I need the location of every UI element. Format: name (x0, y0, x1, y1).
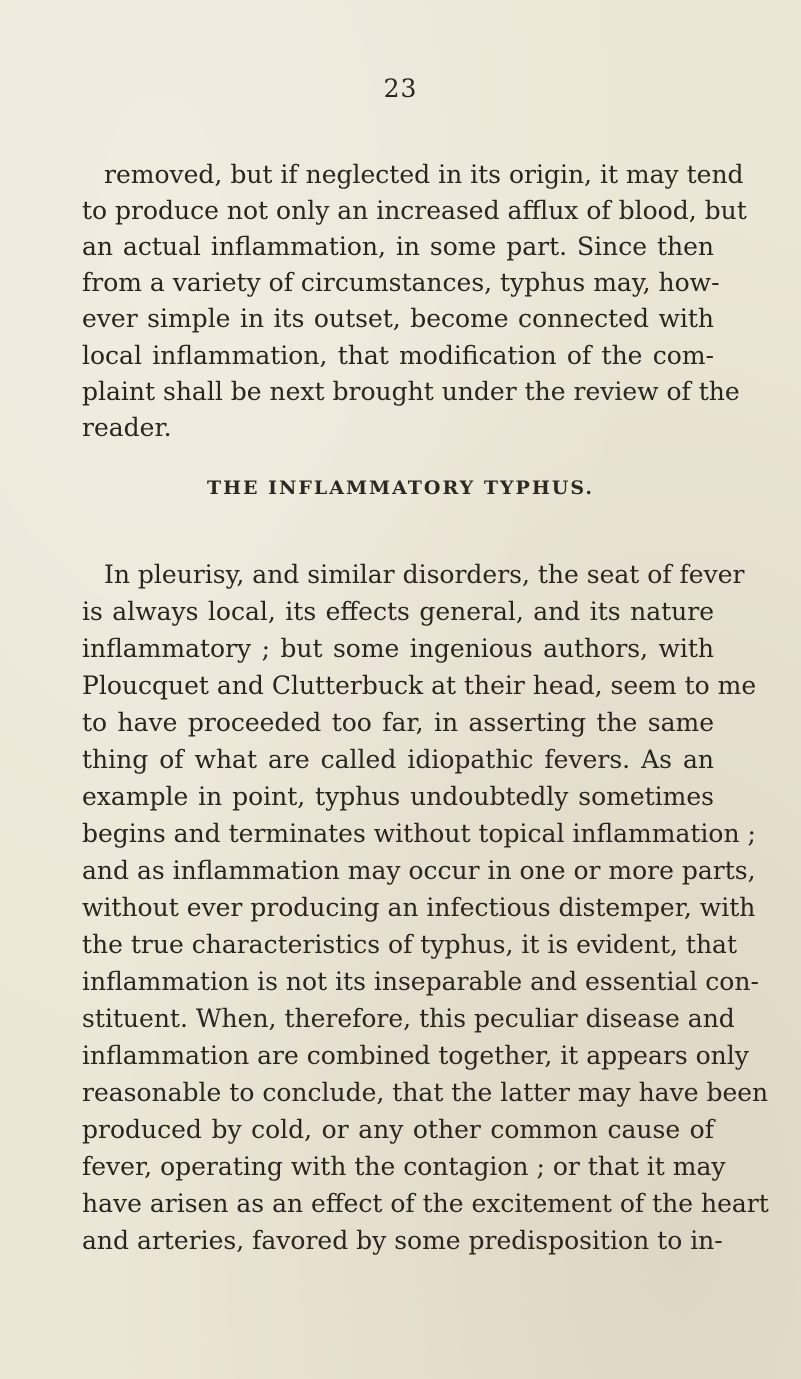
text-line: from a variety of circumstances, typhus may, how- (82, 268, 720, 297)
text-line: inflammation are combined together, it appears only (82, 1041, 749, 1070)
text-line: inflammation is not its inseparable and essential con- (82, 967, 759, 996)
text-line: to have proceeded too far, in asserting the same (82, 708, 714, 737)
text-line: stituent. When, therefore, this peculiar disease and (82, 1004, 735, 1033)
text-line: reasonable to conclude, that the latter may have been (82, 1078, 769, 1107)
text-line: inflammatory ; but some ingenious authors, with (82, 634, 714, 663)
text-line: and arteries, favored by some predisposition to in- (82, 1226, 723, 1255)
text-line: without ever producing an infectious distemper, with (82, 893, 756, 922)
text-line: removed, but if neglected in its origin, it may tend (104, 160, 744, 189)
text-line: local inflammation, that modification of the com- (82, 341, 714, 370)
text-line: Ploucquet and Clutterbuck at their head, seem to me (82, 671, 757, 700)
text-line: the true characteristics of typhus, it is evident, that (82, 930, 737, 959)
text-line: fever, operating with the contagion ; or that it may (82, 1152, 726, 1181)
text-line: have arisen as an effect of the excitement of the heart (82, 1189, 769, 1218)
text-line: begins and terminates without topical inflammation ; (82, 819, 756, 848)
text-line: ever simple in its outset, become connected with (82, 304, 714, 333)
text-line: plaint shall be next brought under the review of the (82, 377, 740, 406)
text-line: reader. (82, 413, 172, 442)
text-line: produced by cold, or any other common cause of (82, 1115, 714, 1144)
text-line: In pleurisy, and similar disorders, the seat of fever (104, 560, 745, 589)
text-line: is always local, its effects general, and its nature (82, 597, 714, 626)
text-line: an actual inflammation, in some part. Since then (82, 232, 714, 261)
text-line: example in point, typhus undoubtedly sometimes (82, 782, 714, 811)
page-number: 23 (383, 74, 418, 103)
text-line: and as inflammation may occur in one or more parts, (82, 856, 756, 885)
section-heading: THE INFLAMMATORY TYPHUS. (206, 477, 595, 499)
text-line: to produce not only an increased afflux of blood, but (82, 196, 747, 225)
text-line: thing of what are called idiopathic fevers. As an (82, 745, 714, 774)
